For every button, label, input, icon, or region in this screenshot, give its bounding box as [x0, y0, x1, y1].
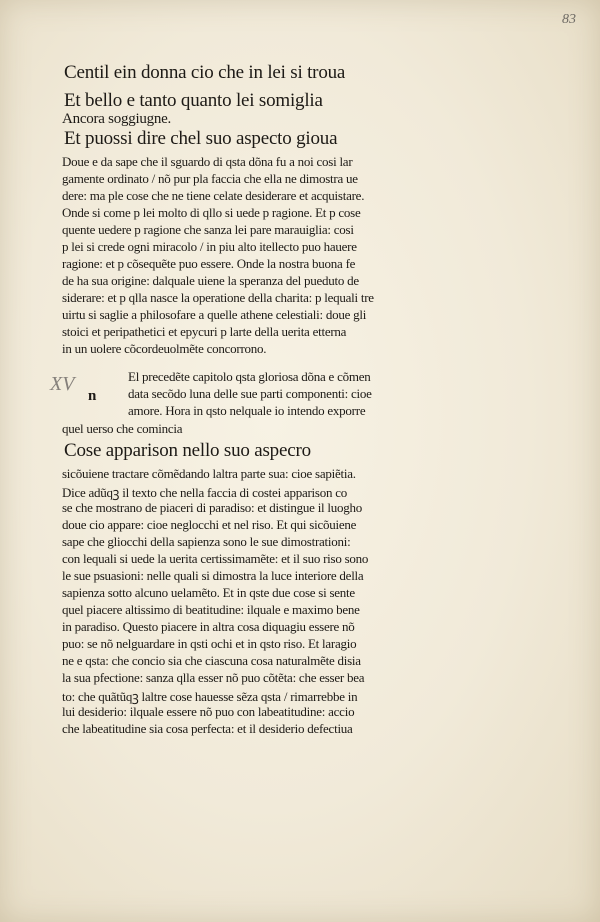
paragraph-1-line-8: de ha sua origine: dalquale uiene la speranza del pueduto de — [62, 273, 359, 288]
margin-note: XV — [50, 373, 75, 395]
paragraph-1-line-3: dere: ma ple cose che ne tiene celate desiderare et acquistare. — [62, 188, 365, 203]
paragraph-3-line-5: sape che gliocchi della sapienza sono le sue dimostrationi: — [62, 534, 351, 549]
paragraph-3-line-4: doue cio appare: cioe neglocchi et nel riso. Et qui sicõuiene — [62, 517, 357, 532]
paragraph-1-line-2: gamente ordinato / nõ pur pla faccia che ella ne dimostra ue — [62, 171, 358, 186]
paragraph-3-line-1: sicõuiene tractare cõmẽdando laltra parte sua: cioe sapiẽtia. — [62, 466, 356, 481]
verse-heading-line-3: Et puossi dire chel suo aspecto gioua — [64, 128, 338, 149]
paragraph-3-line-16: che labeatitudine sia cosa perfecta: et il desiderio defectiua — [62, 721, 353, 736]
page-number: 83 — [562, 12, 576, 27]
paragraph-1-line-10: uirtu si saglie a philosofare a quelle athene celestiali: doue gli — [62, 307, 367, 322]
paragraph-3-line-7: le sue psuasioni: nelle quali si dimostra la luce interiore della — [62, 568, 364, 583]
paragraph-3-line-8: sapienza sotto alcuno uelamẽto. Et in qste due cose si sente — [62, 585, 355, 600]
paragraph-2-line-4: quel uerso che comincia — [62, 421, 183, 436]
paragraph-1-line-9: siderare: et p qlla nasce la operatione della charita: p lequali tre — [62, 290, 374, 305]
paragraph-3-line-12: ne e qsta: che concio sia che ciascuna cosa naturalmẽte disia — [62, 653, 361, 668]
paragraph-1-line-6: p lei si crede ogni miracolo / in piu alto itellecto puo hauere — [62, 239, 357, 254]
verse-heading-line-4: Cose apparison nello suo aspecro — [64, 440, 311, 461]
paragraph-1-line-7: ragione: et p cõsequẽte puo essere. Onde la nostra buona fe — [62, 256, 356, 271]
paragraph-3-line-2: Dice adũqꝫ il texto che nella faccia di costei apparison co — [62, 485, 347, 500]
paragraph-3-line-15: lui desiderio: ilquale essere nõ puo con labeatitudine: accio — [62, 704, 355, 719]
paragraph-1-line-12: in un uolere cõcordeuolmẽte concorrono. — [62, 341, 267, 356]
paragraph-3-line-11: puo: se nõ nelguardare in qsti ochi et in qsto riso. Et laragio — [62, 636, 357, 651]
verse-heading-line-2: Et bello e tanto quanto lei somiglia — [64, 90, 323, 111]
guide-letter: n — [88, 388, 97, 404]
paragraph-2-line-1: El precedẽte capitolo qsta gloriosa dõna e cõmen — [128, 369, 371, 384]
paragraph-1-line-11: stoici et peripathetici et epycuri p larte della ueritа etterna — [62, 324, 347, 339]
paragraph-1-line-1: Doue e da sape che il sguardo di qsta dõna fu a noi cosi lar — [62, 154, 353, 169]
ancora-line: Ancora soggiugne. — [62, 111, 172, 127]
paragraph-1-line-5: quente uedere p ragione che sanza lei pare marauiglia: cosi — [62, 222, 354, 237]
paragraph-3-line-3: se che mostrano de piaceri di paradiso: et distingue il luogho — [62, 500, 363, 515]
paragraph-3-line-9: quel piacere altissimo di beatitudine: ilquale e maximo bene — [62, 602, 360, 617]
paragraph-2-line-2: data secõdo luna delle sue parti componenti: cioe — [128, 386, 372, 401]
paragraph-3-line-13: la sua pfectione: sanza qlla esser nõ puo cõtẽta: che esser bea — [62, 670, 365, 685]
paragraph-2-line-3: amore. Hora in qsto nelquale io intendo exporre — [128, 403, 366, 418]
paragraph-3-line-14: to: che quãtũqꝫ laltre cose hauesse sẽza qsta / rimarrebbe in — [62, 689, 358, 704]
paragraph-3-line-6: con lequali si uede la uerita certissimamẽte: et il suo riso sono — [62, 551, 369, 566]
verse-heading-line-1: Centil ein donna cio che in lei si troua — [64, 62, 346, 83]
paragraph-1-line-4: Onde si come p lei molto di qllo si uede p ragione. Et p cose — [62, 205, 361, 220]
paragraph-3-line-10: in paradiso. Questo piacere in altra cosa diquagiu essere nõ — [62, 619, 355, 634]
